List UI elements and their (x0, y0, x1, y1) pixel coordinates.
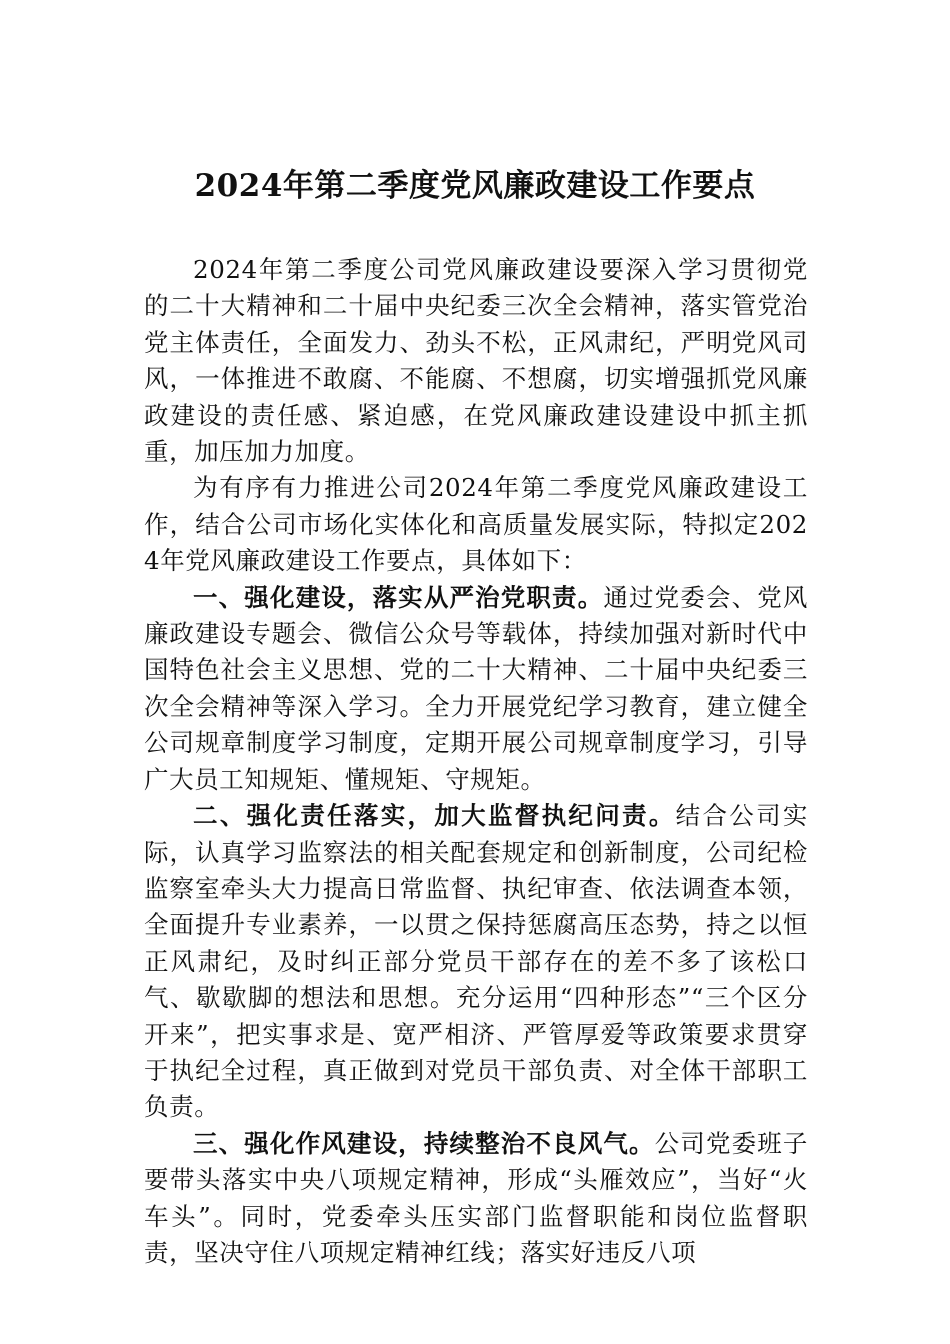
document-title: 2024年第二季度党风廉政建设工作要点 (194, 168, 756, 204)
section-2-heading: 二、强化责任落实，加大监督执纪问责。 (193, 801, 676, 831)
section-2-paragraph (144, 798, 808, 1126)
document-body (144, 252, 808, 1271)
purpose-paragraph (144, 470, 808, 579)
section-1-paragraph (144, 580, 808, 798)
section-3-heading: 三、强化作风建设，持续整治不良风气。 (193, 1128, 655, 1158)
section-1-heading: 一、强化建设，落实从严治党职责。 (193, 582, 604, 612)
section-2-text: 结合公司实际，认真学习监察法的相关配套规定和创新制度，公司纪检监察室牵头大力提高日常监督、执纪审查、依法调查本领，全面提升专业素养，一以贯之保持惩腐高压态势，持之以恒正风肃纪，及时纠正部分党员干部存在的差不多了该松口气、歇歇脚的想法和思想。充分运用“四种形态”“三个区分开来”，把实事求是、宽严相济、严管厚爱等政策要求贯穿于执纪全过程，真正做到对党员干部负责、对全体干部职工负责。 (144, 801, 808, 1122)
paragraph-text: 为有序有力推进公司2024年第二季度党风廉政建设工作，结合公司市场化实体化和高质量发展实际，特拟定2024年党风廉政建设工作要点，具体如下： (144, 473, 808, 576)
paragraph-text: 2024年第二季度公司党风廉政建设要深入学习贯彻党的二十大精神和二十届中央纪委三次全会精神，落实管党治党主体责任，全面发力、劲头不松，正风肃纪，严明党风司风，一体推进不敢腐、不能腐、不想腐，切实增强抓党风廉政建设的责任感、紧迫感，在党风廉政建设建设中抓主抓重，加压加力加度。 (144, 255, 808, 467)
intro-paragraph (144, 252, 808, 470)
section-1-text: 通过党委会、党风廉政建设专题会、微信公众号等载体，持续加强对新时代中国特色社会主义思想、党的二十大精神、二十届中央纪委三次全会精神等深入学习。全力开展党纪学习教育，建立健全公司规章制度学习制度，定期开展公司规章制度学习，引导广大员工知规矩、懂规矩、守规矩。 (144, 582, 808, 794)
section-3-text: 公司党委班子要带头落实中央八项规定精神，形成“头雁效应”，当好“火车头”。同时，党委牵头压实部门监督职能和岗位监督职责，坚决守住八项规定精神红线；落实好违反八项 (144, 1128, 808, 1267)
section-3-paragraph (144, 1126, 808, 1272)
